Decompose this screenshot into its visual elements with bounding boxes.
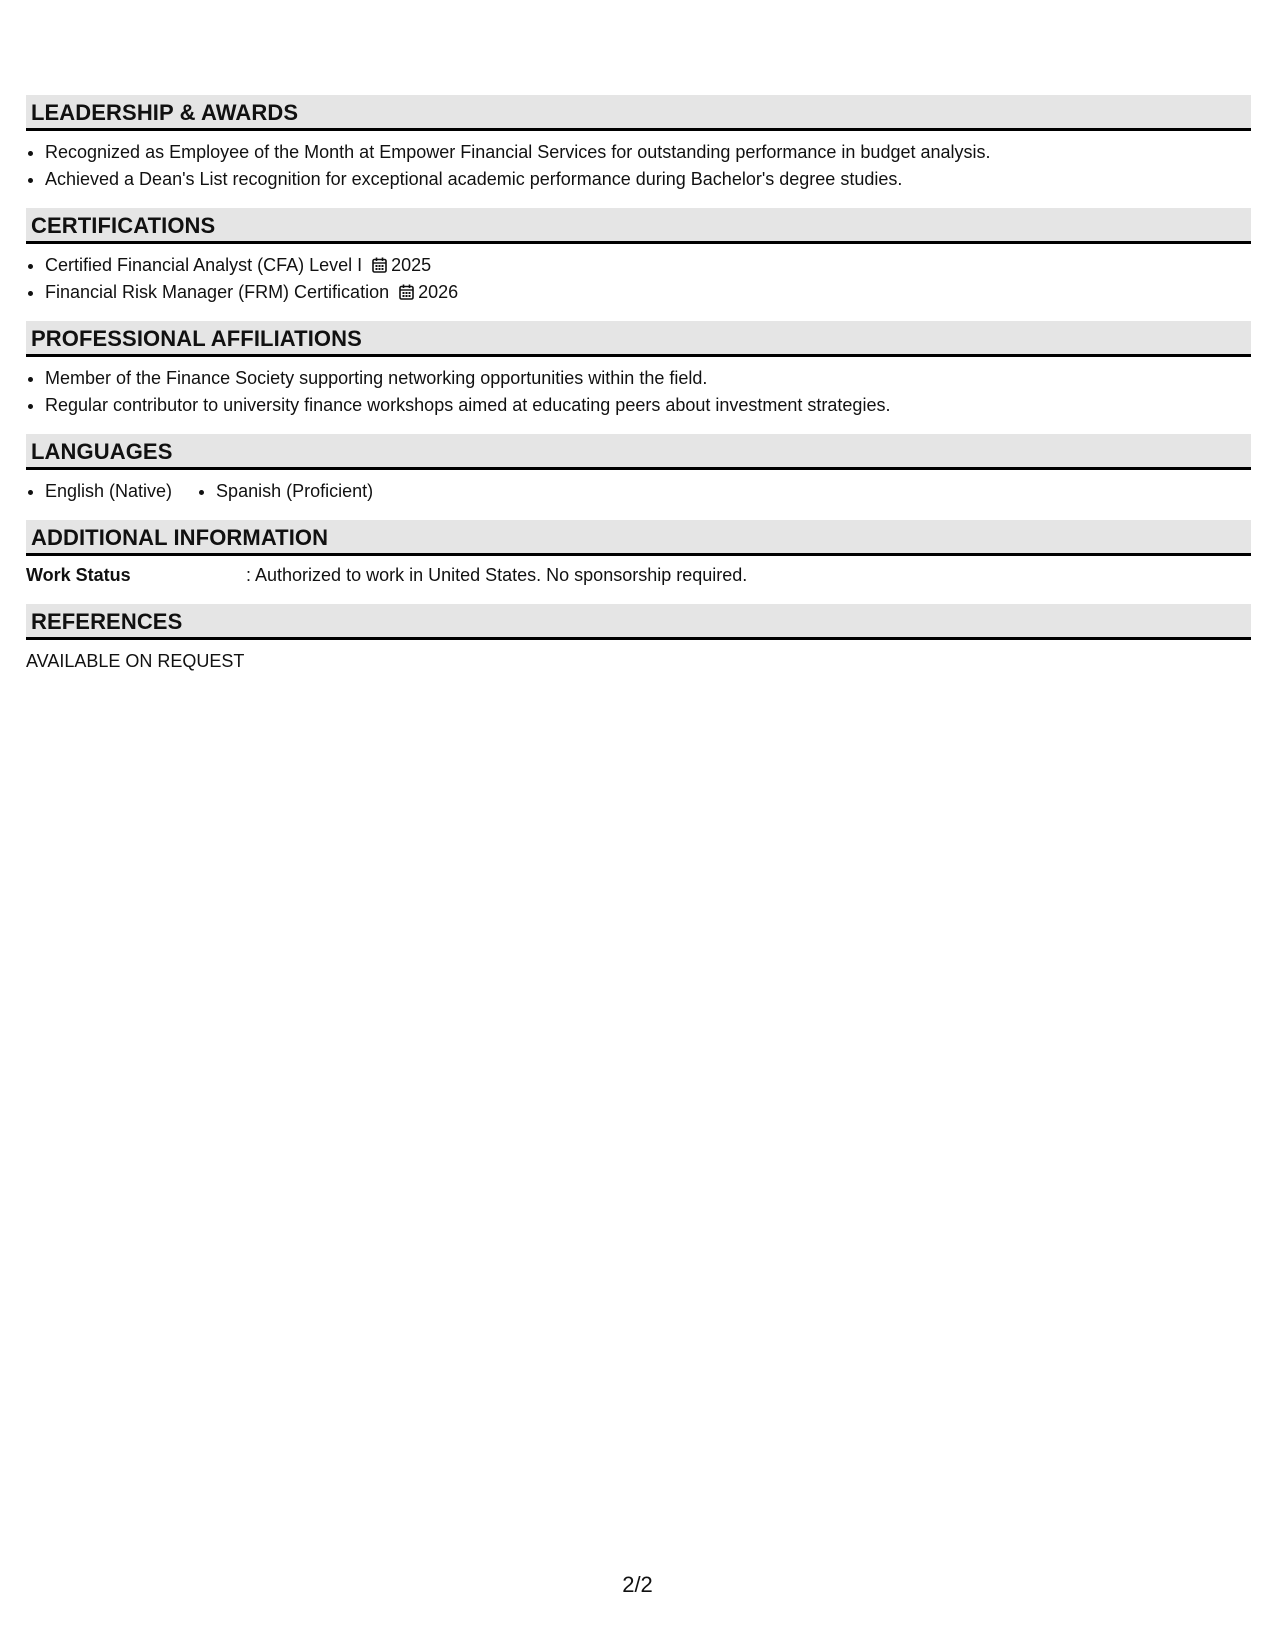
- section-title: ADDITIONAL INFORMATION: [26, 520, 1251, 556]
- page-number: 2/2: [622, 1572, 653, 1597]
- languages-list: [26, 478, 1251, 505]
- certification-year: 2025: [391, 255, 432, 275]
- section-leadership-awards: [26, 95, 1251, 193]
- leadership-list: [26, 139, 1251, 193]
- list-item: • English (Native): [45, 478, 172, 505]
- certification-name: Certified Financial Analyst (CFA) Level I: [45, 255, 363, 275]
- references-text: AVAILABLE ON REQUEST: [26, 651, 245, 671]
- section-references: [26, 604, 1251, 675]
- section-additional-information: [26, 520, 1251, 589]
- section-title: LANGUAGES: [26, 434, 1251, 470]
- list-item: [45, 279, 1251, 306]
- section-title: REFERENCES: [26, 604, 1251, 640]
- list-item: • Recognized as Employee of the Month at Empower Financial Services for outstanding performance in budget analysis.: [45, 139, 1251, 166]
- info-row-work-status: [26, 562, 1251, 589]
- list-item: • Regular contributor to university finance workshops aimed at educating peers about investment strategies.: [45, 392, 1251, 419]
- certification-year: 2026: [418, 282, 459, 302]
- info-value: : Authorized to work in United States. No sponsorship required.: [246, 565, 748, 585]
- section-languages: [26, 434, 1251, 505]
- info-label: Work Status: [26, 565, 131, 585]
- list-item: • Member of the Finance Society supporting networking opportunities within the field.: [45, 365, 1251, 392]
- certification-name: Financial Risk Manager (FRM) Certification: [45, 282, 390, 302]
- calendar-icon: [372, 257, 387, 273]
- resume-page: [26, 95, 1251, 675]
- affiliations-list: [26, 365, 1251, 419]
- calendar-icon: [399, 284, 414, 300]
- section-title: PROFESSIONAL AFFILIATIONS: [26, 321, 1251, 357]
- list-item: • Spanish (Proficient): [216, 478, 373, 505]
- section-title: LEADERSHIP & AWARDS: [26, 95, 1251, 131]
- list-item: • Achieved a Dean's List recognition for exceptional academic performance during Bachelor's degree studies.: [45, 166, 1251, 193]
- certifications-list: [26, 252, 1251, 306]
- section-certifications: [26, 208, 1251, 306]
- section-title: CERTIFICATIONS: [26, 208, 1251, 244]
- list-item: [45, 252, 1251, 279]
- section-professional-affiliations: [26, 321, 1251, 419]
